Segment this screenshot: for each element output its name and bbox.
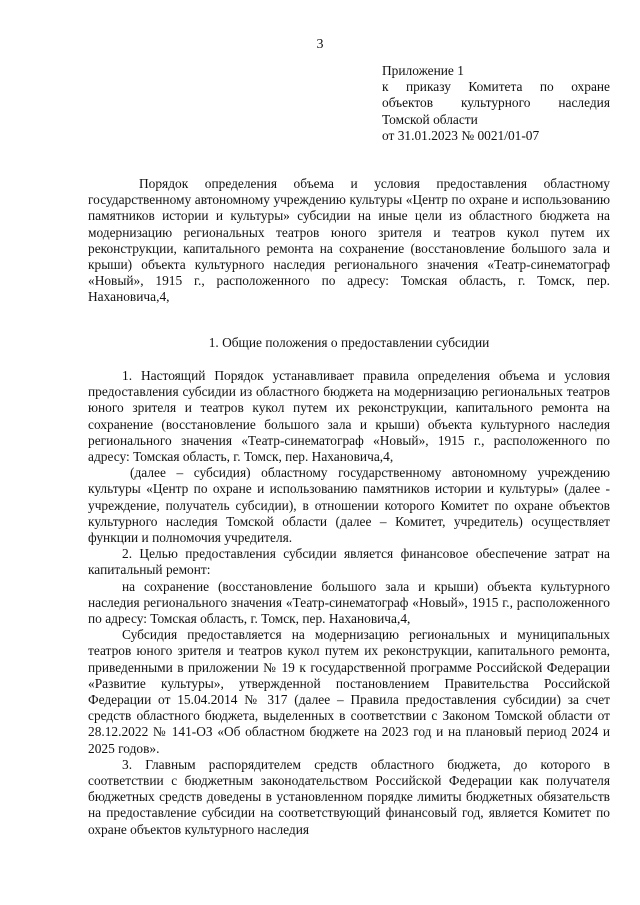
appendix-line: от 31.01.2023 № 0021/01-07 [382, 127, 540, 143]
appendix-block [382, 63, 610, 144]
appendix-line: к приказу Комитета по охране [382, 79, 610, 95]
paragraph: 3. Главным распорядителем средств областного бюджета, до которого в соответствии с бюджетным законодательством Российской Федерации как получателя бюджетных средств доведены в установленном порядке лимиты бюджетных обязательств на предоставление субсидии на соответствующий финансовый год, является Комитет по охране объектов культурного наследия [88, 756, 610, 837]
title-text: Порядок определения объема и условия предоставления областному государственному автономному учреждению культуры «Центр по охране и использованию памятников истории и культуры» субсидии на иные цели из областного бюджета на модернизацию региональных театров юного зрителя и театров кукол путем их реконструкции, капитального ремонта на сохранение (восстановление большого зала и крыши) объекта культурного наследия регионального значения «Театр-синематограф «Новый», 1915 г., расположенного по адресу: Томская область, г. Томск, пер. Нахановича,4, [88, 176, 610, 305]
paragraph: 1. Настоящий Порядок устанавливает правила определения объема и условия предоставления субсидии из областного бюджета на модернизацию региональных театров юного зрителя и театров кукол путем их реконструкции, капитального ремонта на сохранение (восстановление большого зала и крыши) объекта культурного наследия регионального значения «Театр-синематограф «Новый», 1915 г., расположенного по адресу: Томская область, г. Томск, пер. Нахановича,4, [88, 368, 610, 465]
document-body [88, 368, 610, 838]
section-heading: 1. Общие положения о предоставлении субсидии [208, 335, 490, 350]
document-title [88, 176, 610, 306]
paragraph: Субсидия предоставляется на модернизацию региональных и муниципальных театров юного зрителя и театров кукол путем их реконструкции, капитального ремонта, приведенными в приложении № 19 к государственной программе Российской Федерации «Развитие культуры», утвержденной постановлением Правительства Российской Федерации от 15.04.2014 № 317 (далее – Правила предоставления субсидии) за счет средств областного бюджета, выделенных в соответствии с Законом Томской области от 28.12.2022 № 141-ОЗ «Об областном бюджете на 2023 год и на плановый период 2024 и 2025 годов». [88, 627, 610, 756]
paragraph: на сохранение (восстановление большого зала и крыши) объекта культурного наследия регионального значения «Театр-синематограф «Новый», 1915 г., расположенного по адресу: Томская область, г. Томск, пер. Нахановича,4, [88, 578, 610, 627]
paragraph: 2. Целью предоставления субсидии является финансовое обеспечение затрат на капитальный ремонт: [88, 546, 610, 578]
appendix-line: объектов культурного наследия [382, 95, 610, 111]
appendix-line: Приложение 1 [382, 63, 464, 78]
appendix-line: Томской области [382, 111, 478, 127]
paragraph: (далее – субсидия) областному государственному автономному учреждению культуры «Центр по охране и использованию памятников истории и культуры» (далее - учреждение, получатель субсидии), в отношении которого Комитет по охране объектов культурного наследия Томской области (далее – Комитет, учредитель) осуществляет функции и полномочия учредителя. [88, 465, 610, 546]
page-number: 3 [316, 37, 324, 52]
